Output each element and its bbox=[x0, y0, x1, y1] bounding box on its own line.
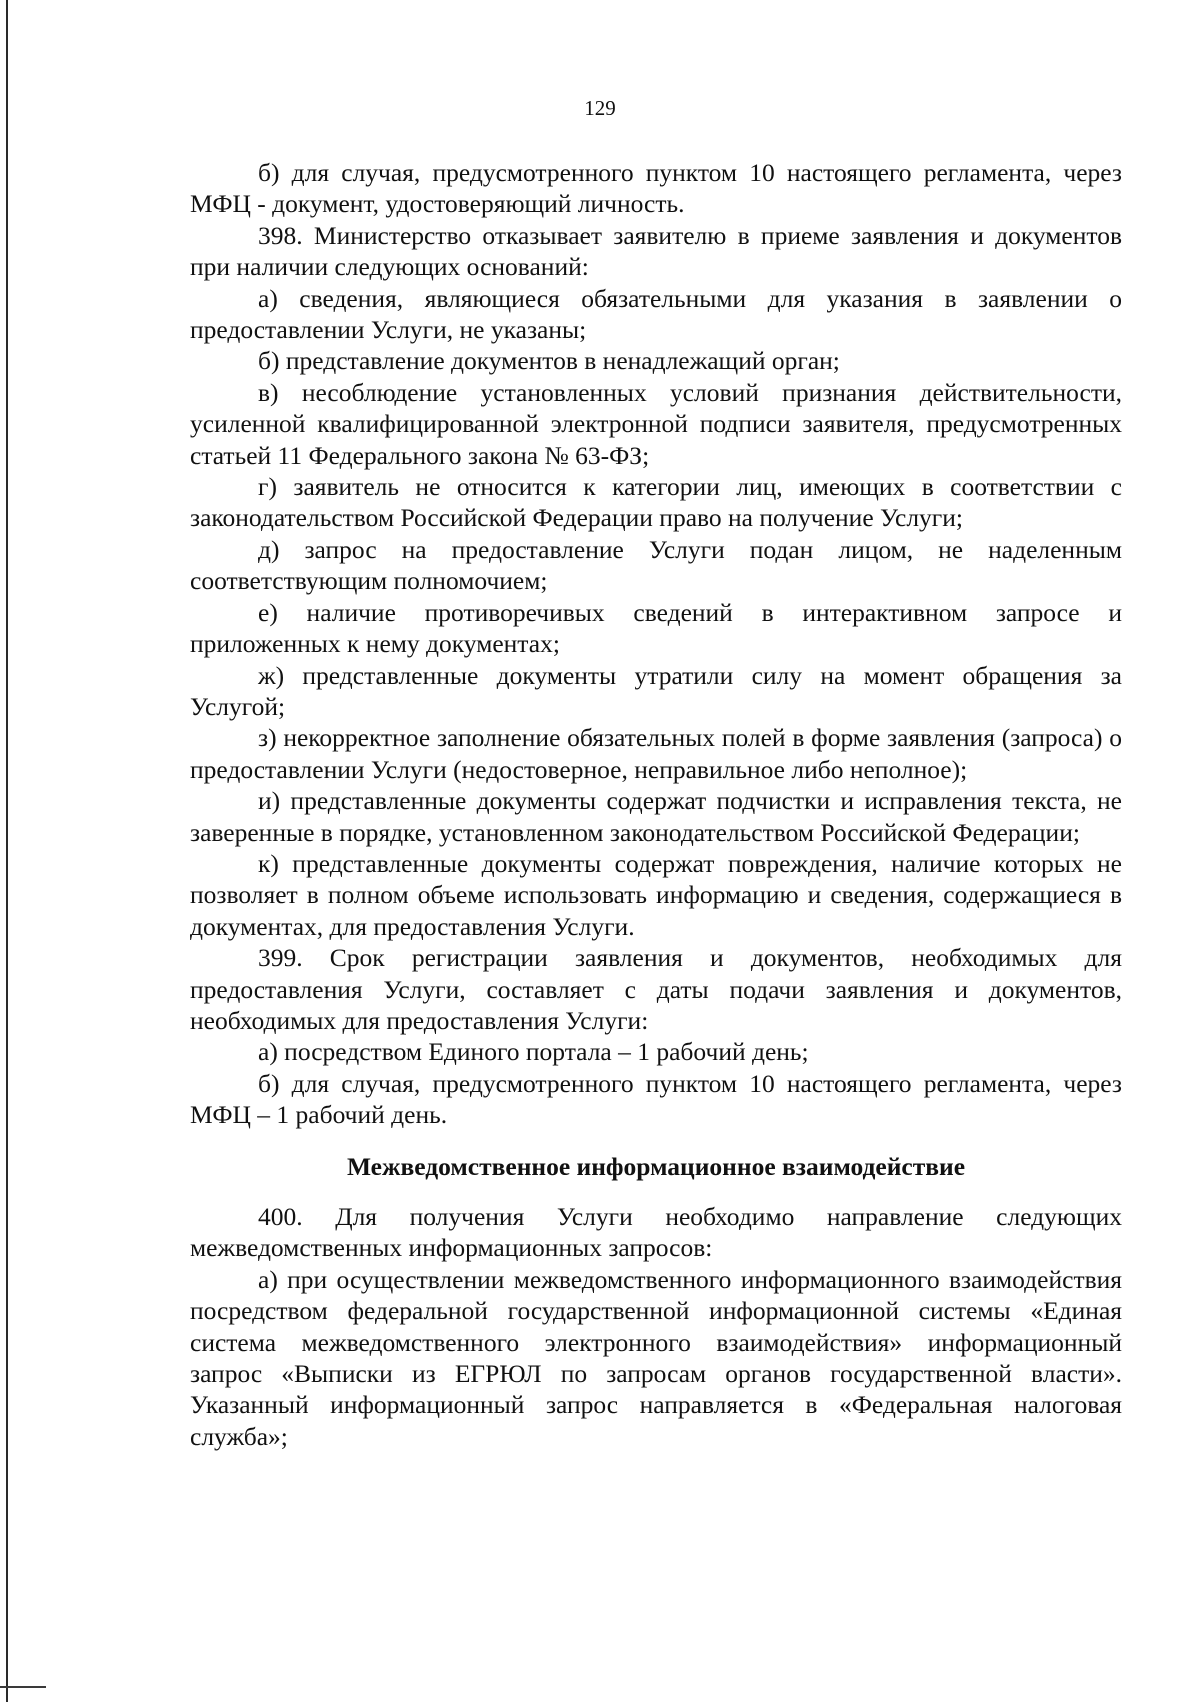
section-heading: Межведомственное информационное взаимодействие bbox=[346, 1151, 966, 1181]
document-body bbox=[190, 157, 1122, 1452]
scan-corner-mark bbox=[0, 1686, 46, 1688]
paragraph: 400. Для получения Услуги необходимо направление следующих межведомственных информационных запросов: bbox=[190, 1202, 1122, 1263]
scan-edge-line bbox=[6, 0, 8, 1702]
paragraph: 398. Министерство отказывает заявителю в приеме заявления и документов при наличии следующих оснований: bbox=[190, 220, 1122, 282]
paragraph: б) для случая, предусмотренного пунктом 10 настоящего регламента, через МФЦ - документ, удостоверяющий личность. bbox=[190, 158, 1122, 219]
paragraph: и) представленные документы содержат подчистки и исправления текста, не заверенные в порядке, установленном законодательством Российской Федерации; bbox=[190, 786, 1122, 847]
paragraph: 399. Срок регистрации заявления и документов, необходимых для предоставления Услуги, составляет с даты подачи заявления и документов, необходимых для предоставления Услуги: bbox=[190, 943, 1122, 1035]
page-number: 129 bbox=[584, 96, 616, 120]
paragraph: д) запрос на предоставление Услуги подан лицом, не наделенным соответствующим полномочием; bbox=[190, 534, 1122, 596]
paragraph: к) представленные документы содержат повреждения, наличие которых не позволяет в полном объеме использовать информацию и сведения, содержащиеся в документах, для предоставления Услуги. bbox=[190, 848, 1122, 941]
paragraph: а) при осуществлении межведомственного информационного взаимодействия посредством федеральной государственной информационной системы «Единая система межведомственного электронного взаимодействия» информационный запрос «Выписки из ЕГРЮЛ по запросам органов государственной власти». Указанный информационный запрос направляется в «Федеральная налоговая служба»; bbox=[190, 1264, 1122, 1451]
paragraph: г) заявитель не относится к категории лиц, имеющих в соответствии с законодательством Российской Федерации право на получение Услуги; bbox=[190, 472, 1122, 533]
paragraph: б) для случая, предусмотренного пунктом 10 настоящего регламента, через МФЦ – 1 рабочий день. bbox=[190, 1068, 1122, 1130]
paragraph: з) некорректное заполнение обязательных полей в форме заявления (запроса) о предоставлении Услуги (недостоверное, неправильное либо неполное); bbox=[190, 723, 1122, 784]
paragraph: ж) представленные документы утратили силу на момент обращения за Услугой; bbox=[190, 660, 1122, 721]
paragraph: а) посредством Единого портала – 1 рабочий день; bbox=[258, 1037, 809, 1067]
paragraph: б) представление документов в ненадлежащий орган; bbox=[258, 346, 840, 376]
paragraph: а) сведения, являющиеся обязательными для указания в заявлении о предоставлении Услуги, не указаны; bbox=[190, 283, 1122, 345]
paragraph: в) несоблюдение установленных условий признания действительности, усиленной квалифицированной электронной подписи заявителя, предусмотренных статьей 11 Федерального закона № 63-ФЗ; bbox=[190, 377, 1122, 470]
paragraph: е) наличие противоречивых сведений в интерактивном запросе и приложенных к нему документах; bbox=[190, 597, 1122, 659]
